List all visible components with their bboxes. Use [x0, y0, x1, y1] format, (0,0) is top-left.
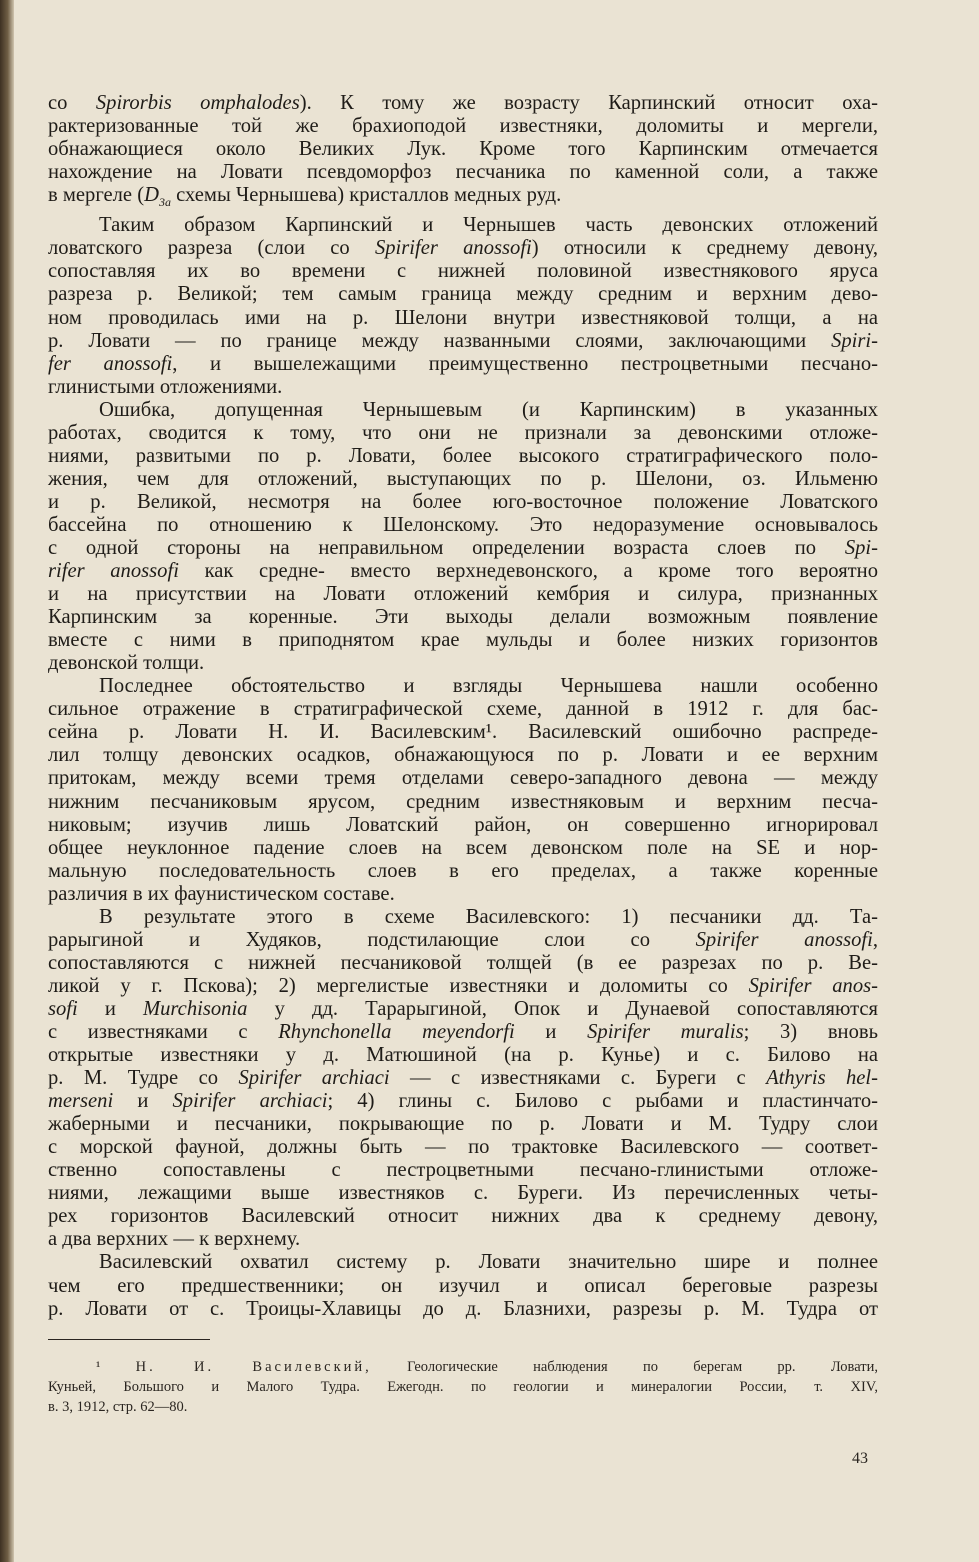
paragraph-2: [48, 214, 878, 375]
line: притокам, между всеми тремя отделами северо-западного девона — между: [48, 767, 878, 790]
line: сейна р. Ловати Н. И. Василевским¹. Василевский ошибочно распреде-: [48, 721, 878, 744]
line: с известняками с Rhynchonella meyendorfi и Spirifer muralis; 3) вновь: [48, 1020, 878, 1043]
line: с морской фауной, должны быть — по трактовке Василевского — соответ-: [48, 1136, 878, 1159]
line: Последнее обстоятельство и взгляды Чернышева нашли особенно: [99, 675, 878, 698]
footnote-line: Куньей, Большого и Малого Тудра. Ежегодн. по геологии и минералогии России, т. XIV,: [48, 1379, 878, 1395]
line: со Spirorbis omphalodes). К тому же возрасту Карпинский относит оха-: [48, 92, 878, 114]
paragraph-5: [48, 906, 878, 1229]
line: сопоставляются с нижней песчаниковой толщей (в ее разрезах по р. Ве-: [48, 951, 878, 974]
line: Ошибка, допущенная Чернышевым (и Карпинским) в указанных: [99, 398, 878, 421]
paragraph-3: [48, 399, 878, 653]
paragraph-4: [48, 675, 878, 882]
line: сопоставляя их во времени с нижней половиной известнякового яруса: [48, 260, 878, 283]
line: ственно сопоставлены с пестроцветными песчано-глинистыми отложе-: [48, 1159, 878, 1182]
footnote-marker: ¹: [96, 1359, 101, 1375]
line: нижним песчаниковым ярусом, средним известняковым и верхним песча-: [48, 790, 878, 813]
line: merseni и Spirifer archiaci; 4) глины с. Билово с рыбами и пластинчато-: [48, 1090, 878, 1113]
footnote-divider: [48, 1339, 210, 1340]
line: в мергеле ($D_{3a}$ схемы Чернышева) кристаллов медных руд.: [48, 184, 562, 210]
footnote: [48, 1357, 878, 1417]
line: жаберными и песчаники, покрывающие по р. Ловати и М. Тудру слои: [48, 1113, 878, 1136]
line: с одной стороны на неправильном определении возраста слоев по Spi-: [48, 537, 878, 559]
line: rifer anossofi как средне- вместо верхнедевонского, а кроме того вероятно: [48, 560, 878, 583]
line: глинистыми отложениями.: [48, 375, 283, 398]
line: Василевский охватил систему р. Ловати значительно шире и полнее: [99, 1251, 878, 1274]
line: работах, сводится к тому, что они не признали за девонскими отложе-: [48, 421, 878, 444]
line: чем его предшественники; он изучил и описал береговые разрезы: [48, 1274, 878, 1297]
line: Таким образом Карпинский и Чернышев часть девонских отложений: [99, 214, 878, 237]
paragraph-4-end: [48, 883, 878, 906]
line: Карпинским за коренные. Эти выходы делали возможным появление: [48, 606, 878, 629]
paragraph-1-end: [48, 184, 878, 214]
line: В результате этого в схеме Василевского: 1) песчаники дд. Та-: [99, 905, 878, 928]
line: рарыгиной и Худяков, подстилающие слои со Spirifer anossofi,: [48, 928, 878, 951]
line: разреза р. Великой; тем самым граница между средним и верхним дево-: [48, 283, 878, 306]
book-binding-edge: [0, 0, 14, 1562]
line: а два верхних — к верхнему.: [48, 1228, 301, 1251]
line: ловатского разреза (слои со Spirifer anossofi) относили к среднему девону,: [48, 237, 878, 260]
line: ном проводилась ими на р. Шелони внутри известняковой толщи, а на: [48, 306, 878, 329]
footnote-line: Геологические наблюдения по берегам рр. Ловати,: [407, 1359, 878, 1375]
line: р. Ловати — по границе между названными слоями, заключающими Spiri-: [48, 329, 878, 352]
line: обнажающиеся около Великих Лук. Кроме того Карпинским отмечается: [48, 138, 878, 161]
line: ниями, развитыми по р. Ловати, более высокого стратиграфического поло-: [48, 444, 878, 467]
line: мальную последовательность слоев в его пределах, а также коренные: [48, 859, 878, 882]
line: различия в их фаунистическом составе.: [48, 882, 395, 905]
line: жения, чем для отложений, выступающих по р. Шелони, оз. Ильменю: [48, 467, 878, 490]
footnote-line: в. 3, 1912, стр. 62—80.: [48, 1399, 188, 1415]
paragraph-6: [48, 1251, 878, 1320]
line: р. Ловати от с. Троицы-Хлавицы до д. Блазнихи, разрезы р. М. Тудра от: [48, 1297, 878, 1320]
line: лил толщу девонских осадков, обнажающуюся по р. Ловати и ее верхним: [48, 744, 878, 767]
paragraph-3-end: [48, 652, 878, 675]
line: и на присутствии на Ловати отложений кембрия и силура, признанных: [48, 583, 878, 606]
line: ниями, лежащими выше известняков с. Буреги. Из перечисленных четы-: [48, 1182, 878, 1205]
line: общее неуклонное падение слоев на всем девонском поле на SE и нор-: [48, 836, 878, 859]
line: сильное отражение в стратиграфической схеме, данной в 1912 г. для бас-: [48, 698, 878, 721]
line: рактеризованные той же брахиоподой известняки, доломиты и мергели,: [48, 115, 878, 138]
line: fer anossofi, и вышележащими преимущественно пестроцветными песчано-: [48, 352, 879, 375]
line: ликой у г. Пскова); 2) мергелистые известняки и доломиты со Spirifer anos-: [48, 974, 879, 997]
line: девонской толщи.: [48, 652, 205, 675]
line: вместе с ними в приподнятом крае мульды и более низких горизонтов: [48, 629, 878, 652]
line: бассейна по отношению к Шелонскому. Это недоразумение основывалось: [48, 513, 878, 536]
paragraph-2-end: [48, 376, 878, 399]
line: никовым; изучив лишь Ловатский район, он совершенно игнорировал: [48, 813, 878, 836]
line: рех горизонтов Василевский относит нижних два к среднему девону,: [48, 1205, 878, 1228]
paragraph-5-end: [48, 1228, 878, 1251]
line: нахождение на Ловати псевдоморфоз песчаника по каменной соли, а также: [48, 161, 878, 184]
line: sofi и Murchisonia у дд. Тарарыгиной, Опок и Дунаевой сопоставляются: [48, 997, 878, 1020]
line: р. М. Тудре со Spirifer archiaci — с известняками с. Буреги с Athyris hel-: [48, 1067, 879, 1090]
page-number: 43: [852, 1450, 868, 1467]
paragraph-1: [48, 92, 878, 184]
line: открытые известняки у д. Матюшиной (на р. Кунье) и с. Билово на: [48, 1044, 878, 1067]
footnote-author: Н. И. Василевский,: [135, 1359, 372, 1375]
page-body: [48, 92, 878, 1321]
line: и р. Великой, несмотря на более юго-восточное положение Ловатского: [48, 490, 878, 513]
